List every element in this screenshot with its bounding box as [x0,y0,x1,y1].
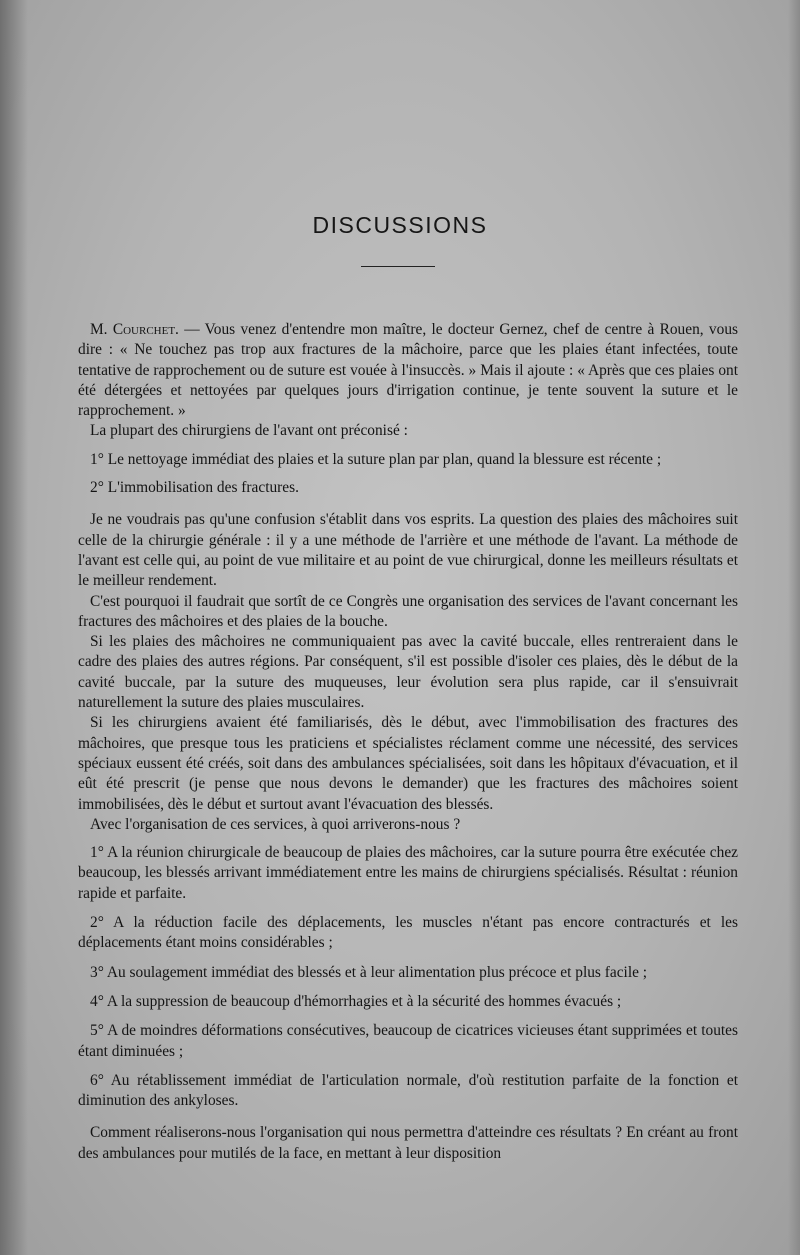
paragraph-comment-realiserons: Comment réaliserons-nous l'organisation qui nous permettra d'atteindre ces résultats ? En créant au front des ambulances pour mutilés de la face, en mettant à leur disposition [78,1124,738,1162]
paragraph-familiarises: Si les chirurgiens avaient été familiarisés, dès le début, avec l'immobilisation des fractures des mâchoires, que presque tous les praticiens et spécialistes réclament comme une nécessité, des services spéciaux eussent été créés, soit dans des ambulances spécialisées, soit dans les hôpitaux d'évacuation, et il eût été prescrit (je pense que nous devons le demander) que les fractures des mâchoires soient immobilisées, dès le début et surtout avant l'évacuation des blessés. [78,714,738,813]
list-item-reduction: 2° A la réduction facile des déplacements, les muscles n'étant pas encore contracturés et les déplacements étant moins considérables ; [78,914,738,952]
list-item-hemorrhagies: 4° A la suppression de beaucoup d'hémorrhagies et à la sécurité des hommes évacués ; [90,992,622,1010]
paragraph-organisation-question: Avec l'organisation de ces services, à quoi arriverons-nous ? [90,815,461,833]
list-item-nettoyage: 1° Le nettoyage immédiat des plaies et la suture plan par plan, quand la blessure est récente ; [90,450,662,468]
list-item-deformations: 5° A de moindres déformations consécutives, beaucoup de cicatrices vicieuses étant supprimées et toutes étant diminuées ; [78,1022,738,1060]
paragraph-cavite-buccale: Si les plaies des mâchoires ne communiquaient pas avec la cavité buccale, elles rentreraient dans le cadre des plaies des autres régions. Par conséquent, s'il est possible d'isoler ces plaies, dès le début de la cavité buccale, par la suture des muqueuses, leur évolution sera plus rapide, car il s'ensuivrait naturellement la suture des plaies musculaires. [78,633,738,712]
speaker-name: M. Courchet. [90,321,179,338]
list-item-reunion: 1° A la réunion chirurgicale de beaucoup de plaies des mâchoires, car la suture pourra être exécutée chez beaucoup, les blessés arrivant immédiatement entre les mains de chirurgiens spécialisés. Résultat : réunion rapide et parfaite. [78,844,738,902]
paragraph-courchet-intro [78,320,738,421]
list-item-immobilisation: 2° L'immobilisation des fractures. [90,479,299,497]
paragraph-chirurgiens-avant: La plupart des chirurgiens de l'avant ont préconisé : [90,422,408,440]
body-text [78,320,738,1164]
paragraph-congres: C'est pourquoi il faudrait que sortît de ce Congrès une organisation des services de l'avant concernant les fractures des mâchoires et des plaies de la bouche. [78,592,738,630]
list-item-articulation: 6° Au rétablissement immédiat de l'articulation normale, d'où restitution parfaite de la fonction et diminution des ankyloses. [78,1071,738,1110]
paragraph-text: — Vous venez d'entendre mon maître, le docteur Gernez, chef de centre à Rouen, vous dire : « Ne touchez pas trop aux fractures de la mâchoire, parce que les plaies étant infectées, toute tentative de rapprochement ou de suture est vouée à l'insuccès. » Mais il ajoute : « Après que ces plaies ont été détergées et nettoyées par quelques jours d'irrigation continue, je tente souvent la suture et le rapprochement. » [78,321,739,420]
list-item-soulagement: 3° Au soulagement immédiat des blessés et à leur alimentation plus précoce et plus facile ; [90,963,648,981]
paragraph-confusion: Je ne voudrais pas qu'une confusion s'établit dans vos esprits. La question des plaies des mâchoires suit celle de la chirurgie générale : il y a une méthode de l'arrière et une méthode de l'avant. La méthode de l'avant est celle qui, au point de vue militaire et au point de vue chirurgical, donne les meilleurs résultats et le meilleur rendement. [78,511,738,590]
heading-divider [361,266,435,267]
section-heading: DISCUSSIONS [312,212,488,238]
